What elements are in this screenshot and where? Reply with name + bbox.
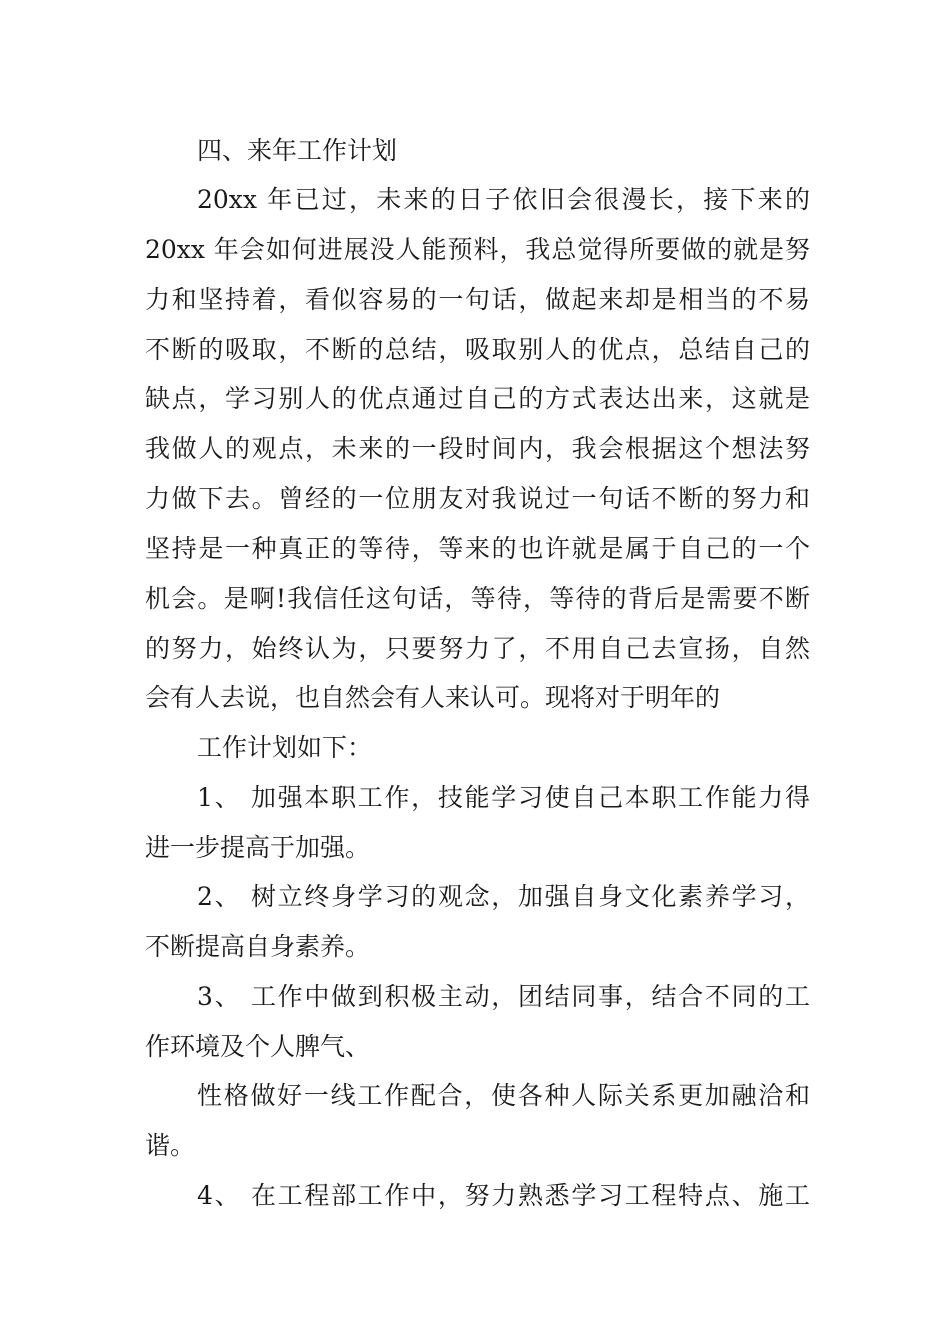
paragraph-line: 缺点，学习别人的优点通过自己的方式表达出来，这就是 (145, 384, 810, 413)
list-item-1-line: 进一步提高于加强。 (145, 833, 371, 862)
list-item-3-line: 3、 工作中做到积极主动，团结同事，结合不同的工 (197, 982, 810, 1011)
paragraph-line: 20xx 年会如何进展没人能预料，我总觉得所要做的就是努 (145, 235, 810, 264)
paragraph-line: 力和坚持着，看似容易的一句话，做起来却是相当的不易 (145, 285, 810, 314)
list-item-2-line: 2、 树立终身学习的观念，加强自身文化素养学习， (197, 882, 810, 911)
paragraph-line: 机会。是啊!我信任这句话，等待，等待的背后是需要不断 (145, 584, 810, 613)
list-item-1-line: 1、 加强本职工作，技能学习使自己本职工作能力得 (197, 783, 810, 812)
paragraph-line: 不断的吸取，不断的总结，吸取别人的优点，总结自己的 (145, 335, 810, 364)
paragraph-line: 力做下去。曾经的一位朋友对我说过一句话不断的努力和 (145, 484, 810, 513)
list-item-2-line: 不断提高自身素养。 (145, 932, 371, 961)
paragraph-line: 我做人的观点，未来的一段时间内，我会根据这个想法努 (145, 434, 810, 463)
paragraph-line: 的努力，始终认为，只要努力了，不用自己去宣扬，自然 (145, 634, 810, 663)
list-item-4-line: 4、 在工程部工作中，努力熟悉学习工程特点、施工 (197, 1181, 810, 1210)
section-heading: 四、来年工作计划 (197, 136, 398, 165)
paragraph-line: 工作计划如下： (197, 733, 373, 762)
paragraph-line: 坚持是一种真正的等待，等来的也许就是属于自己的一个 (145, 534, 810, 563)
paragraph-line: 20xx 年已过，未来的日子依旧会很漫长，接下来的 (197, 185, 810, 214)
paragraph-line: 性格做好一线工作配合，使各种人际关系更加融洽和 (197, 1081, 810, 1110)
list-item-3-line: 作环境及个人脾气、 (145, 1032, 371, 1061)
paragraph-line: 会有人去说，也自然会有人来认可。现将对于明年的 (145, 683, 721, 712)
paragraph-line: 谐。 (145, 1131, 196, 1160)
